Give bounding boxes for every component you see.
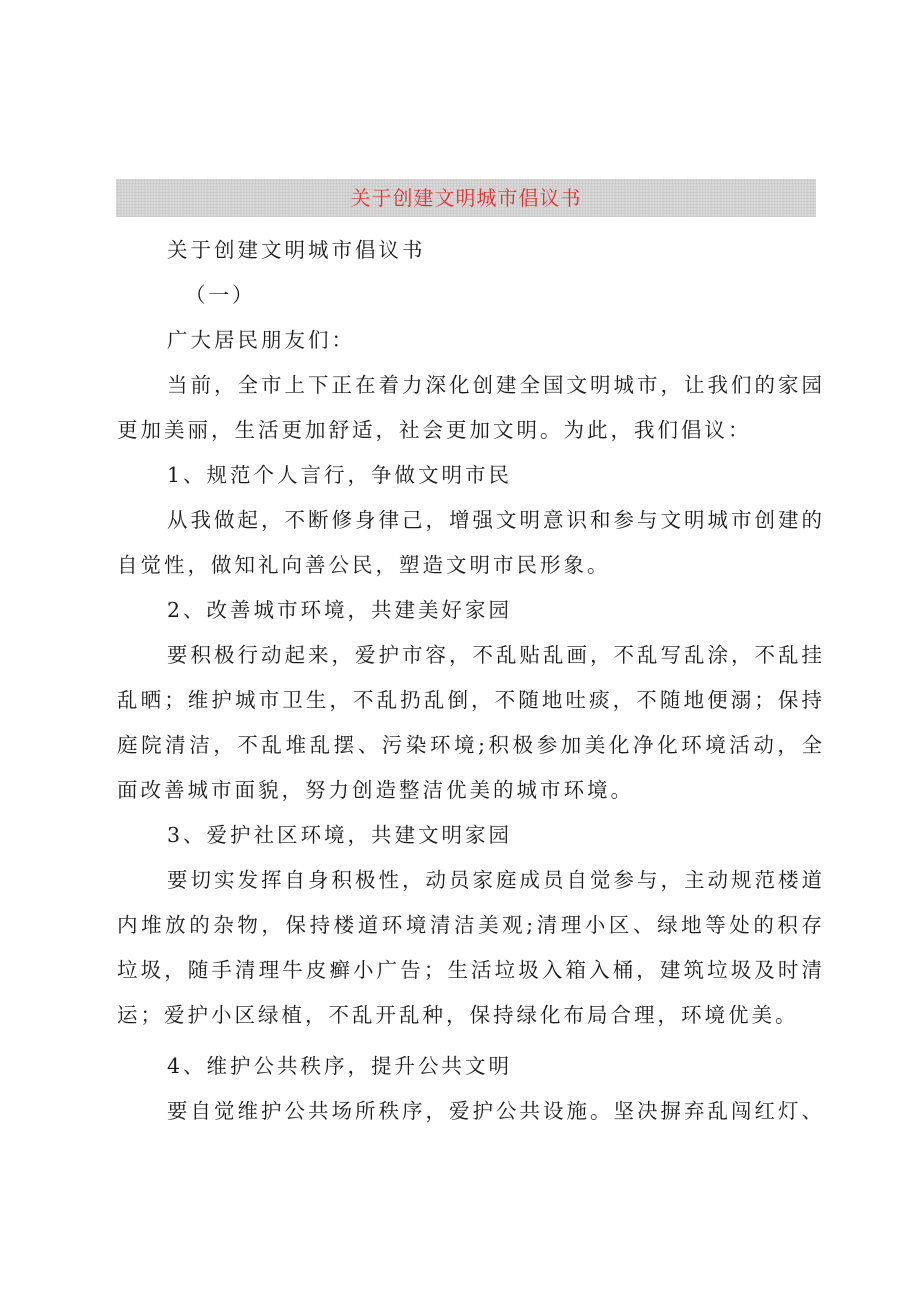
document-heading: 关于创建文明城市倡议书 (167, 238, 426, 262)
document-body (117, 228, 825, 1134)
item-heading-3: 3、爱护社区环境，共建文明家园 (167, 823, 513, 847)
item-body-4: 要自觉维护公共场所秩序，爱护公共设施。坚决摒弃乱闯红灯、 (167, 1099, 825, 1123)
item-body-1: 从我做起，不断修身律己，增强文明意识和参与文明城市创建的自觉性，做知礼向善公民，塑造文明市民形象。 (117, 508, 825, 577)
document-title-bar (116, 179, 816, 217)
document-title: 关于创建文明城市倡议书 (350, 186, 582, 210)
item-body-2: 要积极行动起来，爱护市容，不乱贴乱画，不乱写乱涂，不乱挂乱晒；维护城市卫生，不乱扔乱倒，不随地吐痰，不随地便溺；保持庭院清洁，不乱堆乱摆、污染环境;积极参加美化净化环境活动，全面改善城市面貌，努力创造整洁优美的城市环境。 (117, 643, 825, 802)
section-number: （一） (185, 283, 256, 307)
item-heading-2: 2、改善城市环境，共建美好家园 (167, 598, 513, 622)
item-heading-4: 4、维护公共秩序，提升公共文明 (167, 1054, 513, 1078)
intro-paragraph: 当前，全市上下正在着力深化创建全国文明城市，让我们的家园更加美丽，生活更加舒适，社会更加文明。为此，我们倡议： (117, 373, 825, 442)
item-body-3: 要切实发挥自身积极性，动员家庭成员自觉参与，主动规范楼道内堆放的杂物，保持楼道环境清洁美观;清理小区、绿地等处的积存垃圾，随手清理牛皮癣小广告；生活垃圾入箱入桶，建筑垃圾及时清运；爱护小区绿植，不乱开乱种，保持绿化布局合理，环境优美。 (117, 868, 825, 1027)
salutation: 广大居民朋友们： (167, 328, 355, 352)
item-heading-1: 1、规范个人言行，争做文明市民 (167, 463, 513, 487)
